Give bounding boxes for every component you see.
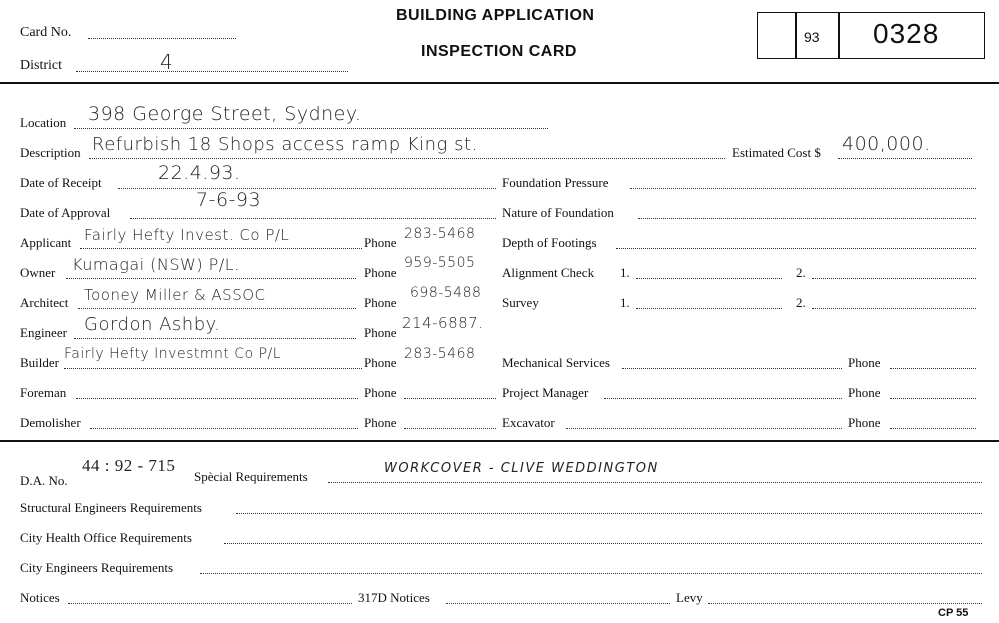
levy-label: Levy bbox=[676, 590, 703, 605]
builder-line bbox=[64, 368, 362, 369]
survey-1-line bbox=[636, 308, 782, 309]
excavator-phone-line bbox=[890, 428, 976, 429]
owner-line bbox=[66, 278, 356, 279]
card-no-label: Card No. bbox=[20, 25, 72, 40]
architect-label: Architect bbox=[20, 295, 69, 310]
date-receipt-label: Date of Receipt bbox=[20, 175, 102, 190]
levy-line bbox=[708, 603, 982, 604]
builder-label: Builder bbox=[20, 355, 59, 370]
card-number-box bbox=[757, 12, 985, 59]
health-label: City Health Office Requirements bbox=[20, 530, 192, 545]
estimated-cost-value: 400,000. bbox=[842, 133, 931, 155]
engineer-line bbox=[74, 338, 356, 339]
demolisher-phone-line bbox=[404, 428, 496, 429]
date-approval-label: Date of Approval bbox=[20, 205, 111, 220]
district-label: District bbox=[20, 58, 62, 73]
builder-value: Fairly Hefty Investmnt Co P/L bbox=[64, 346, 282, 362]
location-label: Location bbox=[20, 115, 67, 130]
district-field bbox=[76, 71, 348, 72]
foreman-phone-line bbox=[404, 398, 496, 399]
engineer-label: Engineer bbox=[20, 325, 67, 340]
mechanical-phone-line bbox=[890, 368, 976, 369]
builder-phone: 283-5468 bbox=[404, 346, 476, 362]
engineer-phone-label: Phone bbox=[364, 325, 397, 340]
foundation-pressure-label: Foundation Pressure bbox=[502, 175, 609, 190]
date-receipt-value: 22.4.93. bbox=[158, 162, 241, 184]
form-code: CP 55 bbox=[938, 607, 969, 619]
foreman-phone-label: Phone bbox=[364, 385, 397, 400]
mechanical-phone-label: Phone bbox=[848, 355, 881, 370]
demolisher-label: Demolisher bbox=[20, 415, 81, 430]
card-box-divider-1 bbox=[795, 12, 797, 59]
survey-n1: 1. bbox=[620, 295, 630, 310]
description-line bbox=[89, 158, 725, 159]
mechanical-label: Mechanical Services bbox=[502, 355, 610, 370]
nature-foundation-label: Nature of Foundation bbox=[502, 205, 614, 220]
da-label: D.A. No. bbox=[20, 473, 68, 488]
applicant-phone: 283-5468 bbox=[404, 226, 476, 242]
foundation-pressure-line bbox=[630, 188, 976, 189]
architect-value: Tooney Miller & ASSOC bbox=[84, 286, 266, 304]
architect-phone-label: Phone bbox=[364, 295, 397, 310]
depth-footings-line bbox=[616, 248, 976, 249]
alignment-1-line bbox=[636, 278, 782, 279]
notices-317d-line bbox=[446, 603, 670, 604]
date-receipt-line bbox=[118, 188, 496, 189]
applicant-value: Fairly Hefty Invest. Co P/L bbox=[84, 226, 290, 244]
survey-n2: 2. bbox=[796, 295, 806, 310]
structural-label: Structural Engineers Requirements bbox=[20, 500, 202, 515]
applicant-phone-label: Phone bbox=[364, 235, 397, 250]
alignment-2-line bbox=[812, 278, 976, 279]
applicant-label: Applicant bbox=[20, 235, 72, 250]
builder-phone-label: Phone bbox=[364, 355, 397, 370]
depth-footings-label: Depth of Footings bbox=[502, 235, 597, 250]
card-box-divider-2 bbox=[838, 12, 840, 59]
notices-line bbox=[68, 603, 352, 604]
foreman-line bbox=[76, 398, 358, 399]
project-manager-phone-line bbox=[890, 398, 976, 399]
description-label: Description bbox=[20, 145, 81, 160]
alignment-n2: 2. bbox=[796, 265, 806, 280]
nature-foundation-line bbox=[638, 218, 976, 219]
structural-line bbox=[236, 513, 982, 514]
architect-line bbox=[78, 308, 356, 309]
demolisher-line bbox=[90, 428, 358, 429]
description-value: Refurbish 18 Shops access ramp King st. bbox=[92, 134, 478, 155]
alignment-n1: 1. bbox=[620, 265, 630, 280]
card-number: 0328 bbox=[873, 18, 940, 49]
card-no-field bbox=[88, 38, 236, 39]
title-line1: BUILDING APPLICATION bbox=[396, 7, 595, 24]
title-line2: INSPECTION CARD bbox=[421, 43, 577, 60]
survey-2-line bbox=[812, 308, 976, 309]
alignment-check-label: Alignment Check bbox=[502, 265, 595, 280]
location-value: 398 George Street, Sydney. bbox=[88, 103, 362, 125]
owner-phone: 959-5505 bbox=[404, 255, 476, 271]
divider-top bbox=[0, 82, 999, 84]
date-approval-value: 7-6-93 bbox=[196, 189, 262, 211]
owner-label: Owner bbox=[20, 265, 56, 280]
health-line bbox=[224, 543, 982, 544]
excavator-line bbox=[566, 428, 842, 429]
foreman-label: Foreman bbox=[20, 385, 67, 400]
project-manager-label: Project Manager bbox=[502, 385, 589, 400]
owner-value: Kumagai (NSW) P/L. bbox=[72, 255, 240, 274]
owner-phone-label: Phone bbox=[364, 265, 397, 280]
city-eng-line bbox=[200, 573, 982, 574]
special-req-label: Spècial Requirements bbox=[194, 469, 308, 484]
district-value: 4 bbox=[160, 50, 174, 74]
applicant-line bbox=[80, 248, 362, 249]
demolisher-phone-label: Phone bbox=[364, 415, 397, 430]
estimated-cost-label: Estimated Cost $ bbox=[732, 145, 821, 160]
da-value: 44 : 92 - 715 bbox=[82, 456, 176, 475]
excavator-label: Excavator bbox=[502, 415, 555, 430]
divider-middle bbox=[0, 440, 999, 442]
special-req-value: WORKCOVER - CLIVE WEDDINGTON bbox=[384, 461, 659, 476]
excavator-phone-label: Phone bbox=[848, 415, 881, 430]
notices-317d-label: 317D Notices bbox=[358, 590, 430, 605]
estimated-cost-line bbox=[838, 158, 972, 159]
date-approval-line bbox=[130, 218, 496, 219]
project-manager-phone-label: Phone bbox=[848, 385, 881, 400]
location-line bbox=[74, 128, 548, 129]
notices-label: Notices bbox=[20, 590, 60, 605]
mechanical-line bbox=[622, 368, 842, 369]
special-req-line bbox=[328, 482, 982, 483]
project-manager-line bbox=[604, 398, 842, 399]
architect-phone: 698-5488 bbox=[410, 285, 482, 301]
card-year: 93 bbox=[804, 29, 820, 45]
survey-label: Survey bbox=[502, 295, 539, 310]
engineer-value: Gordon Ashby. bbox=[84, 314, 221, 335]
engineer-phone: 214-6887. bbox=[402, 314, 484, 332]
city-eng-label: City Engineers Requirements bbox=[20, 560, 174, 575]
